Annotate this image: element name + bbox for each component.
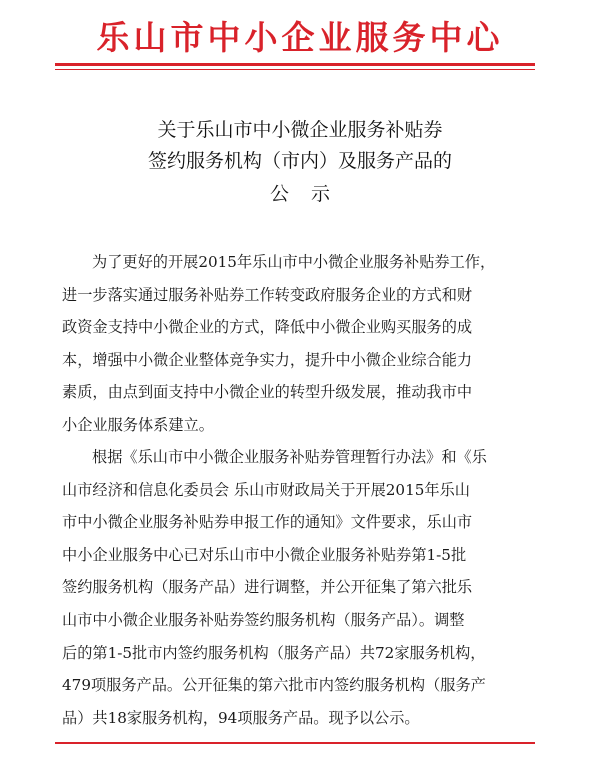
paragraph-2-line: 签约服务机构（服务产品）进行调整，并公开征集了第六批乐 — [62, 578, 473, 597]
paragraph-2-line: 山市中小微企业服务补贴券签约服务机构（服务产品）。调整 — [62, 610, 465, 629]
paragraph-2-line: 后的第1-5批市内签约服务机构（服务产品）共72家服务机构， — [62, 643, 486, 662]
letterhead-org-name: 乐山市中小企业服务中心 — [96, 18, 504, 57]
paragraph-1-line: 本，增强中小微企业整体竞争实力，提升中小微企业综合能力 — [62, 350, 473, 369]
paragraph-2-line: 中小企业服务中心已对乐山市中小微企业服务补贴券第1-5批 — [62, 545, 467, 564]
paragraph-2-line: 市中小微企业服务补贴券申报工作的通知》文件要求，乐山市 — [62, 513, 473, 532]
paragraph-1-line: 素质，由点到面支持中小微企业的转型升级发展，推动我市中 — [62, 383, 473, 402]
footer-rule — [55, 742, 535, 744]
paragraph-1-line: 政资金支持中小微企业的方式，降低中小微企业购买服务的成 — [62, 318, 473, 337]
paragraph-2 — [62, 441, 540, 734]
document-title-line-3: 公示 — [269, 183, 352, 205]
document-title-line-2: 签约服务机构（市内）及服务产品的 — [147, 150, 452, 172]
paragraph-2-line: 品）共18家服务机构，94项服务产品。现予以公示。 — [62, 708, 420, 727]
letterhead-rule-thin — [55, 69, 535, 70]
paragraph-1 — [62, 246, 540, 442]
paragraph-2-line: 根据《乐山市中小微企业服务补贴券管理暂行办法》和《乐 — [92, 448, 487, 466]
letterhead-rule-thick — [55, 63, 535, 66]
paragraph-1-line: 进一步落实通过服务补贴券工作转变政府服务企业的方式和财 — [62, 285, 473, 304]
paragraph-1-line: 为了更好的开展2015年乐山市中小微企业服务补贴券工作， — [92, 253, 496, 271]
paragraph-2-line: 479项服务产品。公开征集的第六批市内签约服务机构（服务产 — [62, 676, 486, 695]
paragraph-2-line: 山市经济和信息化委员会 乐山市财政局关于开展2015年乐山 — [62, 480, 470, 499]
document-title-line-1: 关于乐山市中小微企业服务补贴券 — [157, 119, 443, 141]
paragraph-1-line: 小企业服务体系建立。 — [62, 415, 214, 434]
